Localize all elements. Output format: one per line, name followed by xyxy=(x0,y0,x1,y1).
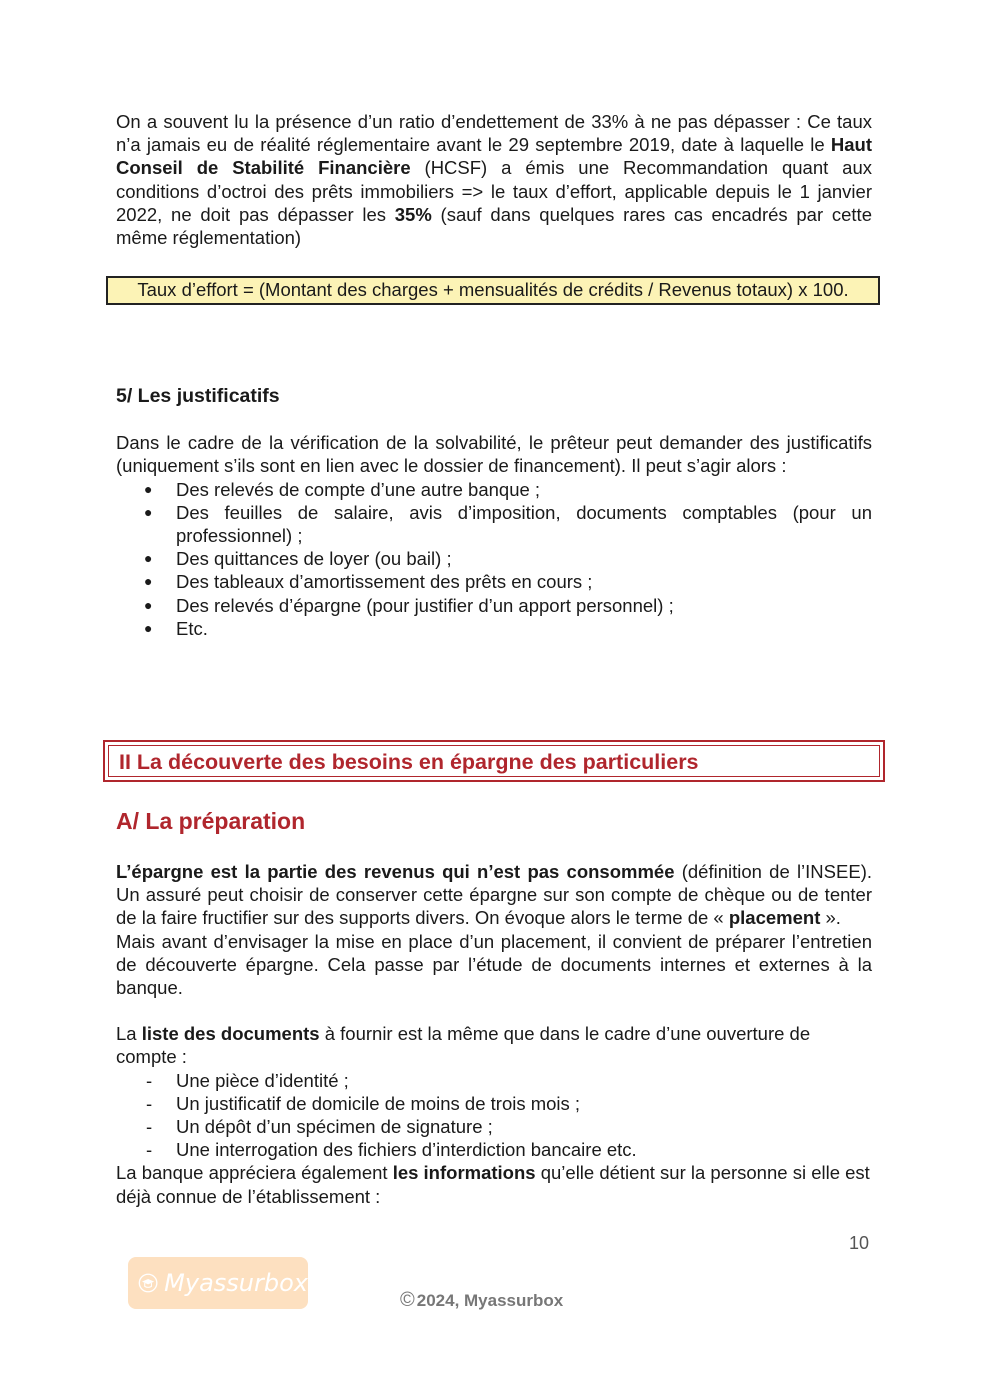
documents-paragraph: La liste des documents à fournir est la même que dans le cadre d’une ouverture de compte : xyxy=(116,1023,811,1068)
epargne-definition-bold: L’épargne est la partie des revenus qui n’est pas consommée xyxy=(116,861,675,882)
documents-list xyxy=(116,1069,872,1162)
list-item: ● Des relevés d’épargne (pour justifier d’un apport personnel) ; xyxy=(144,594,674,616)
section-5-title: 5/ Les justificatifs xyxy=(116,385,280,408)
bullet-icon: ● xyxy=(144,503,153,520)
dash-icon: - xyxy=(146,1092,153,1114)
subsection-a-title: A/ La préparation xyxy=(116,808,306,834)
list-item: - Une interrogation des fichiers d’interdiction bancaire etc. xyxy=(146,1139,637,1161)
section-5-intro: Dans le cadre de la vérification de la solvabilité, le prêteur peut demander des justificatifs (uniquement s’ils sont en lien avec le dossier de financement). Il peut s’agir alors : xyxy=(116,432,872,477)
list-item: ● Des feuilles de salaire, avis d’imposition, documents comptables (pour un professionnel) ; xyxy=(144,501,872,547)
intro-paragraph xyxy=(116,110,872,249)
list-item: - Un dépôt d’un spécimen de signature ; xyxy=(146,1116,493,1138)
epargne-definition-paragraph: L’épargne est la partie des revenus qui n’est pas consommée (définition de l’INSEE). Un assuré peut choisir de conserver cette épargne sur son compte de chèque ou de tenter de la faire fructifier sur des supports divers. On évoque alors le terme de « placement ». xyxy=(116,861,872,929)
list-item: ● Des relevés de compte d’une autre banque ; xyxy=(144,478,541,500)
preparation-paragraph: Mais avant d’envisager la mise en place d’un placement, il convient de préparer l’entretien de découverte épargne. Cela passe par l’étude de documents internes et externes à la banque. xyxy=(116,930,872,999)
list-item: ● Etc. xyxy=(144,617,208,639)
myassurbox-logo xyxy=(128,1257,308,1309)
page-body-bottom xyxy=(116,860,872,1208)
intro-bold-hcsf: Haut Conseil de Stabilité Financière xyxy=(116,134,872,179)
page-body-top xyxy=(116,110,872,640)
justificatifs-list xyxy=(116,478,872,640)
list-item: ● Des quittances de loyer (ou bail) ; xyxy=(144,548,452,570)
part-2-title-box xyxy=(103,740,885,782)
dash-icon: - xyxy=(146,1139,153,1161)
bullet-icon: ● xyxy=(144,480,153,497)
intro-text-b: (HCSF) a émis une Recommandation quant aux conditions d’octroi des prêts immobiliers => le taux d’effort, applicable depuis le 1 janvier 2022, ne doit pas dépasser les xyxy=(116,157,872,225)
informations-paragraph: La banque appréciera également les informations qu’elle détient sur la personne si elle est déjà connue de l’établissement : xyxy=(116,1162,870,1207)
placement-bold: placement xyxy=(728,907,821,929)
copyright-text: 2024, Myassurbox xyxy=(416,1291,564,1310)
intro-text-c: (sauf dans quelques rares cas encadrés par cette même réglementation) xyxy=(116,203,872,249)
intro-text-a: On a souvent lu la présence d’un ratio d’endettement de 33% à ne pas dépasser : Ce taux n’a jamais eu de réalité réglementaire avant le 29 septembre 2019, date à laquelle le xyxy=(116,111,872,156)
documents-bold: liste des documents xyxy=(141,1023,320,1045)
bullet-icon: ● xyxy=(144,573,153,590)
dash-icon: - xyxy=(146,1069,153,1091)
list-item: ● Des tableaux d’amortissement des prêts en cours ; xyxy=(144,571,593,593)
list-item: - Un justificatif de domicile de moins de trois mois ; xyxy=(146,1092,581,1114)
part-2-title: II La découverte des besoins en épargne des particuliers xyxy=(119,750,699,774)
formula-box: Taux d’effort = (Montant des charges + mensualités de crédits / Revenus totaux) x 100. xyxy=(106,276,880,305)
dash-icon: - xyxy=(146,1116,153,1138)
copyright xyxy=(400,1289,563,1312)
bullet-icon: ● xyxy=(144,550,153,567)
informations-bold: les informations xyxy=(392,1162,536,1184)
graduation-cap-icon xyxy=(138,1268,158,1298)
intro-bold-35: 35% xyxy=(394,203,432,225)
bullet-icon: ● xyxy=(144,596,153,613)
list-item: - Une pièce d’identité ; xyxy=(146,1069,349,1091)
logo-text: Myassurbox xyxy=(164,1269,308,1297)
page-number: 10 xyxy=(849,1233,870,1253)
bullet-icon: ● xyxy=(144,619,153,636)
copyright-icon: © xyxy=(400,1289,415,1311)
